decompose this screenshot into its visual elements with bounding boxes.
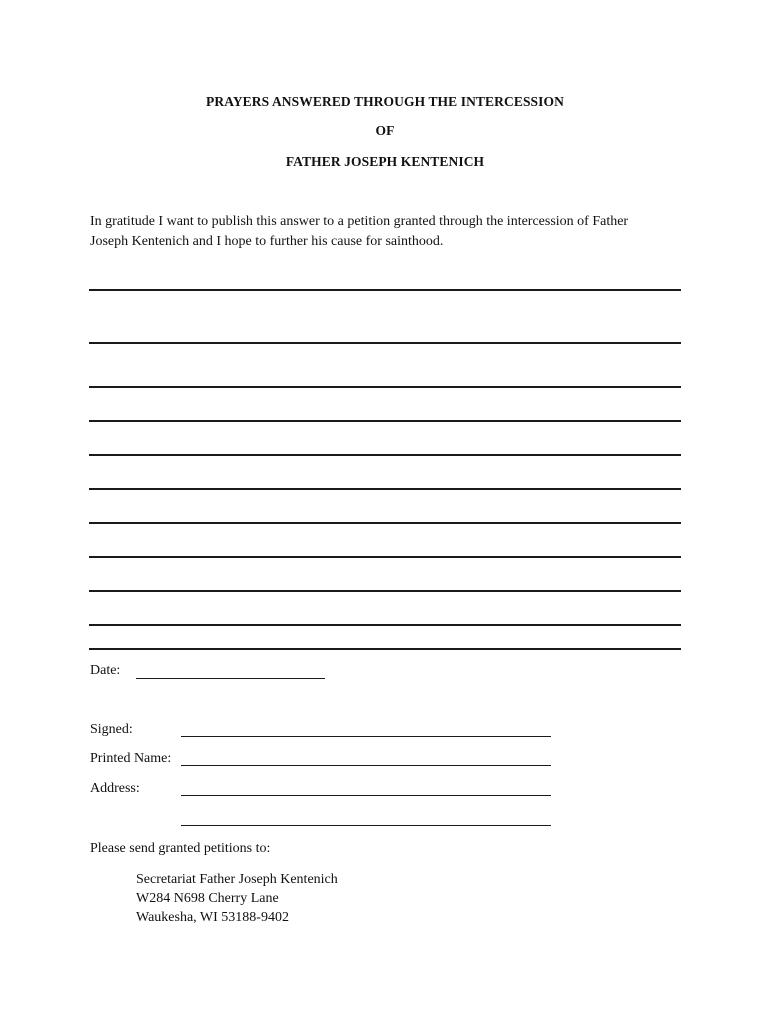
writing-line [89,386,681,388]
writing-line [89,590,681,592]
writing-line [89,648,681,650]
writing-line [89,624,681,626]
address-label: Address: [90,781,140,796]
mailing-address-line-2: W284 N698 Cherry Lane [136,891,279,906]
date-label: Date: [90,663,121,678]
signature-field[interactable] [181,736,551,737]
intro-line-1: In gratitude I want to publish this answer to a petition granted through the intercession of Father [90,214,629,229]
mailing-address-line-1: Secretariat Father Joseph Kentenich [136,872,338,887]
send-instruction: Please send granted petitions to: [90,841,271,856]
printed-name-field[interactable] [181,765,551,766]
address-field-line-2[interactable] [181,825,551,826]
address-field-line-1[interactable] [181,795,551,796]
intro-paragraph [90,212,690,252]
writing-line [89,420,681,422]
writing-line [89,289,681,291]
signed-label: Signed: [90,722,133,737]
mailing-address-line-3: Waukesha, WI 53188-9402 [136,910,289,925]
writing-line [89,342,681,344]
date-field[interactable] [136,678,325,679]
printed-name-label: Printed Name: [90,751,172,766]
writing-line [89,454,681,456]
title-line-3: FATHER JOSEPH KENTENICH [285,154,485,169]
writing-line [89,488,681,490]
intro-line-2: Joseph Kentenich and I hope to further his cause for sainthood. [90,234,444,249]
mailing-address [136,870,338,927]
title-line-1: PRAYERS ANSWERED THROUGH THE INTERCESSION [206,94,564,109]
writing-line [89,522,681,524]
writing-line [89,556,681,558]
title-line-2: OF [375,123,395,138]
